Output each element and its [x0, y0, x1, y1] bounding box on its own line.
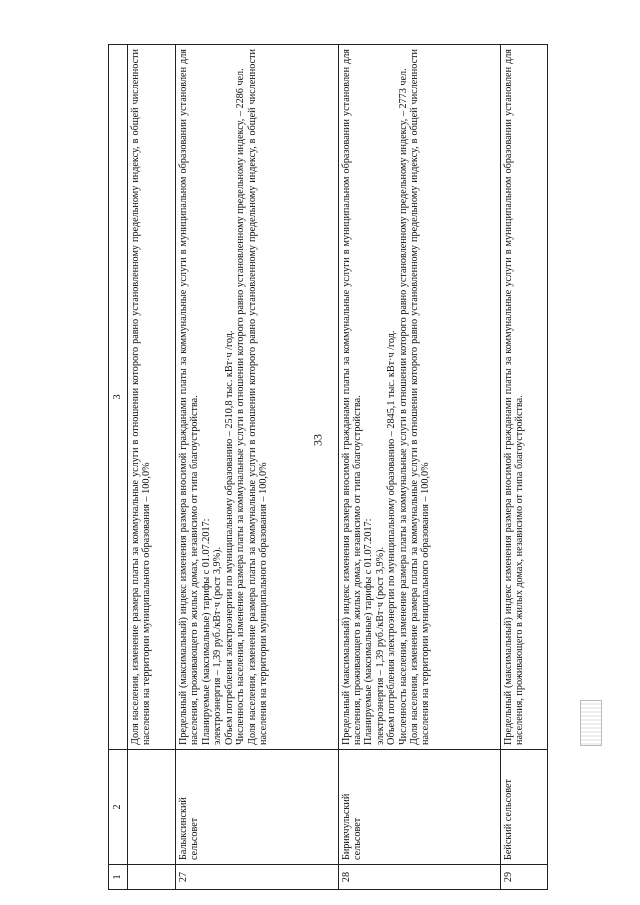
description-line: Предельный (максимальный) индекс изменения размера вносимой гражданами платы за коммунальные услуги в муниципальном образовании установлен для населения, проживающего в жилых домах, независимо от типа благоустройства. [178, 49, 201, 745]
description-line: Численность населения, изменение размера платы за коммунальные услуги в отношении которого равно установленному предельному индексу, – 2773 чел. [397, 68, 409, 745]
cell-num [128, 865, 176, 890]
municipality-name: Балыксинский сельсовет [176, 750, 339, 865]
cell-name [128, 750, 176, 865]
table-row [176, 45, 339, 890]
continued-text: Доля населения, изменение размера платы за коммунальные услуги в отношении которого равно установленному предельному индексу, в общей численности населения на территории муниципального образования – 100,0% [130, 49, 153, 745]
header-col-1: 1 [109, 865, 128, 890]
description-line: Численность населения, изменение размера платы за коммунальные услуги в отношении которого равно установленному предельному индексу, – 2286 чел. [235, 68, 247, 745]
description-line: электроэнергия – 1,39 руб./кВт·ч (рост 3,9%). [212, 546, 224, 745]
cell-description [176, 45, 339, 750]
tariff-table [108, 44, 548, 890]
row-number: 27 [176, 865, 339, 890]
description-line: Планируемые (максимальные) тарифы с 01.07.2017: [363, 518, 375, 745]
row-number: 28 [338, 865, 501, 890]
page-number: 33 [310, 434, 325, 446]
cell-description [128, 45, 176, 750]
header-col-3: 3 [109, 45, 128, 750]
table-row [338, 45, 501, 890]
table-row-continued [128, 45, 176, 890]
description-line: Доля населения, изменение размера платы за коммунальные услуги в отношении которого равно установленному предельному индексу, в общей численности населения на территории муниципального образования – 100,0% [409, 49, 432, 745]
description-line: Предельный (максимальный) индекс изменения размера вносимой гражданами платы за коммунальные услуги в муниципальном образовании установлен для населения, проживающего в жилых домах, независимо от типа благоустройства. [503, 49, 526, 745]
description-line: Доля населения, изменение размера платы за коммунальные услуги в отношении которого равно установленному предельному индексу, в общей численности населения на территории муниципального образования – 100,0% [246, 49, 269, 745]
cell-description [338, 45, 501, 750]
municipality-name: Бирикчульский сельсовет [338, 750, 501, 865]
municipality-name: Бейский сельсовет [501, 750, 548, 865]
scan-stamp-mark [580, 700, 602, 746]
description-line: Планируемые (максимальные) тарифы с 01.07.2017: [200, 518, 212, 745]
description-line: Предельный (максимальный) индекс изменения размера вносимой гражданами платы за коммунальные услуги в муниципальном образовании установлен для населения, проживающего в жилых домах, независимо от типа благоустройства. [340, 49, 363, 745]
header-col-2: 2 [109, 750, 128, 865]
description-line: Объем потребления электроэнергии по муниципальному образованию – 2845,1 тыс. кВт·ч /год. [386, 330, 398, 745]
row-number: 29 [501, 865, 548, 890]
rotated-table-container [108, 44, 548, 890]
table-row [501, 45, 548, 890]
description-line: Объем потребления электроэнергии по муниципальному образованию – 2510,8 тыс. кВт·ч /год. [223, 330, 235, 745]
table-header-row [109, 45, 128, 890]
cell-description [501, 45, 548, 750]
description-line: электроэнергия – 1,39 руб./кВт·ч (рост 3,9%). [374, 546, 386, 745]
